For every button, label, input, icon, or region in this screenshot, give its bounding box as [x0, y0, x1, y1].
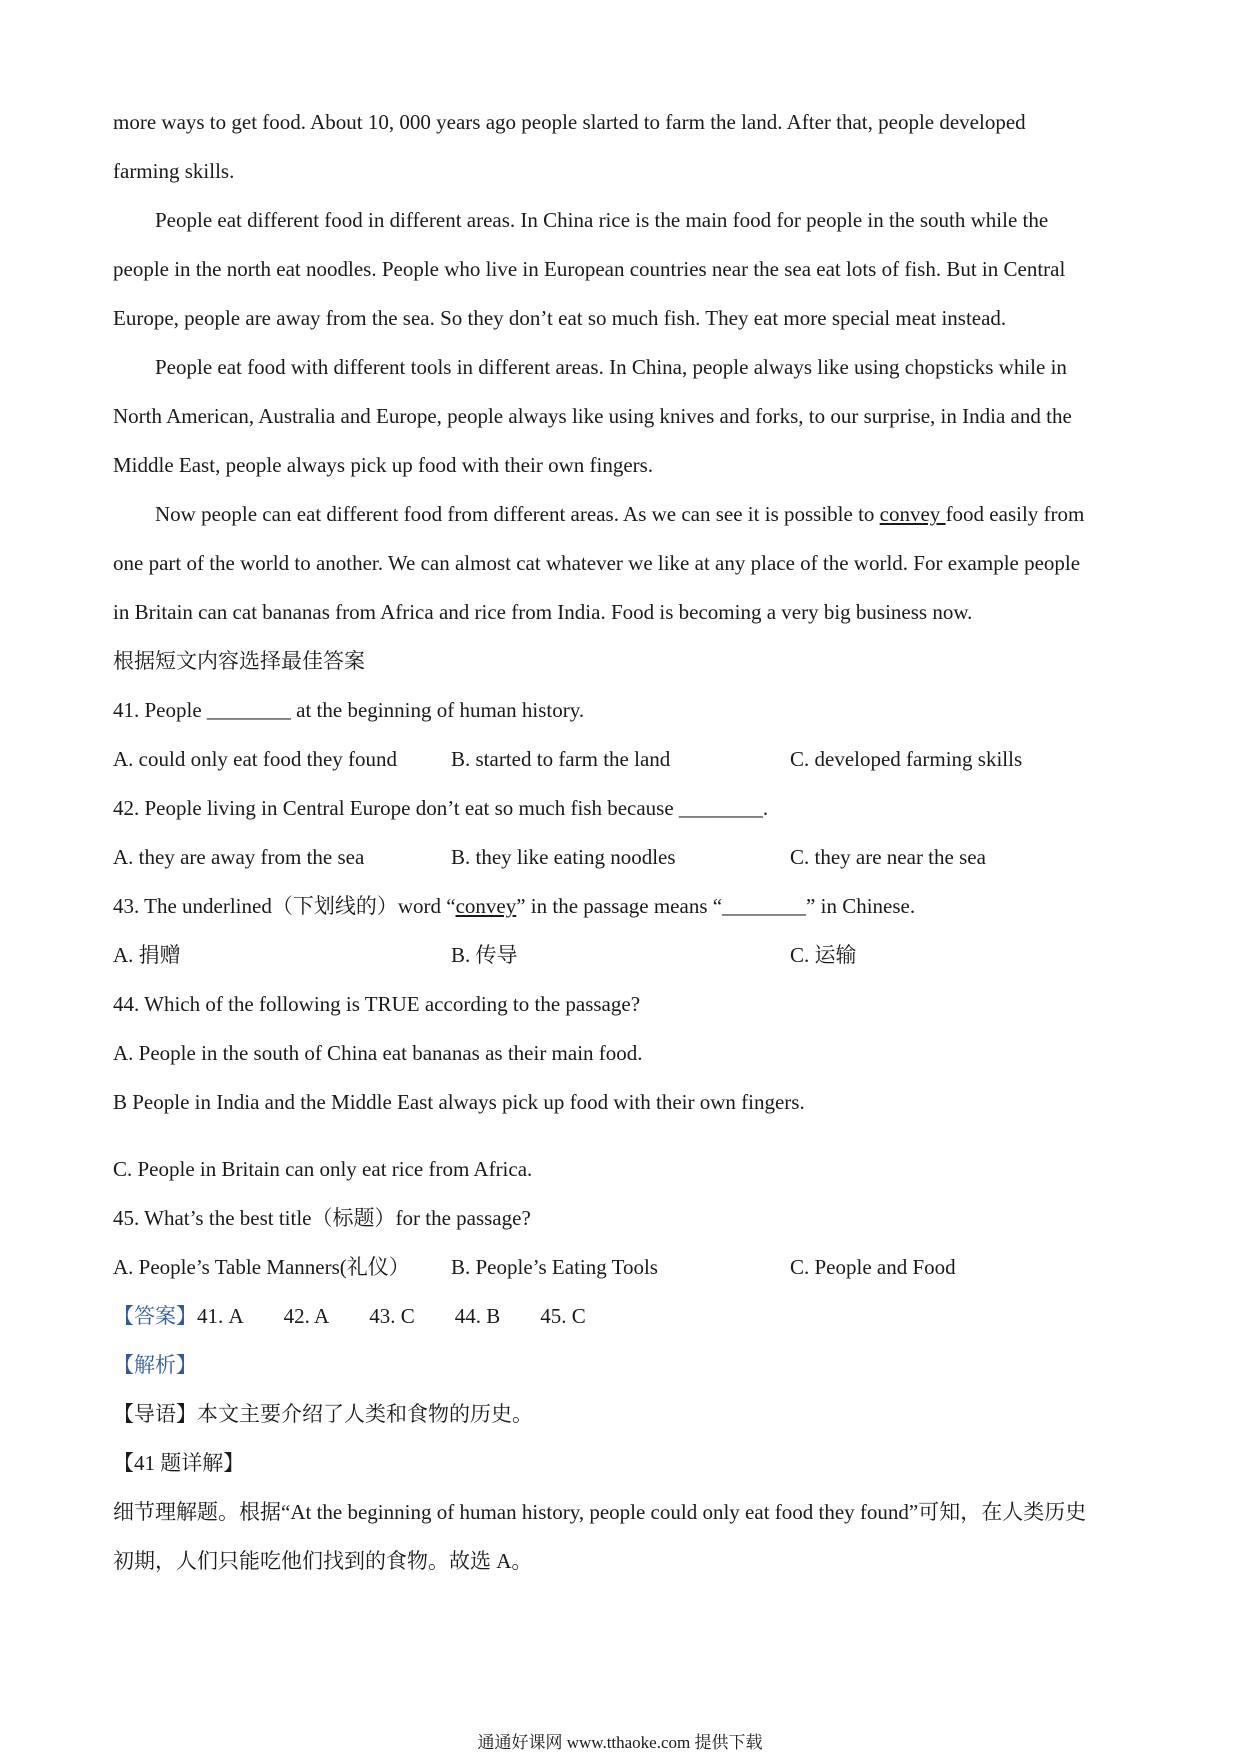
option-c: C. People in Britain can only eat rice from Africa.: [113, 1157, 533, 1181]
underlined-word: convey: [455, 894, 517, 918]
option-c: C. they are near the sea: [790, 845, 986, 869]
passage-line: one part of the world to another. We can almost cat whatever we like at any place of the world. For example people: [113, 551, 1081, 575]
option-a: A. People in the south of China eat bananas as their main food.: [113, 1041, 643, 1065]
options-43: [113, 931, 1133, 980]
question-stem-44: 44. Which of the following is TRUE according to the passage?: [113, 992, 641, 1016]
underlined-word: convey: [879, 502, 946, 526]
option-c: C. People and Food: [790, 1255, 956, 1279]
option-b: B. started to farm the land: [451, 747, 671, 771]
options-45: [113, 1243, 1133, 1292]
question-stem-43: [113, 882, 1133, 931]
passage-text: food easily from: [945, 502, 1085, 526]
answer-item: 45. C: [540, 1304, 586, 1328]
question-stem-41: 41. People ________ at the beginning of human history.: [113, 698, 585, 722]
passage-line: Middle East, people always pick up food with their own fingers.: [113, 453, 654, 477]
option-c: C. 运输: [790, 943, 857, 967]
option-c: C. developed farming skills: [790, 747, 1023, 771]
passage-line: more ways to get food. About 10, 000 years ago people slarted to farm the land. After that, people developed: [113, 110, 1026, 134]
option-a: A. People’s Table Manners(礼仪）: [113, 1255, 410, 1279]
option-b: B People in India and the Middle East always pick up food with their own fingers.: [113, 1090, 805, 1114]
option-a: A. 捐赠: [113, 943, 181, 967]
options-42: [113, 833, 1133, 882]
passage-line: [113, 490, 1133, 539]
passage-line: North American, Australia and Europe, people always like using knives and forks, to our surprise, in India and the: [113, 404, 1072, 428]
page-footer: 通通好课网 www.tthaoke.com 提供下载: [477, 1733, 763, 1752]
instruction: 根据短文内容选择最佳答案: [113, 649, 365, 673]
passage-line: farming skills.: [113, 159, 235, 183]
option-a: A. they are away from the sea: [113, 845, 365, 869]
option-b: B. 传导: [451, 943, 518, 967]
answer-label: 【答案】: [113, 1304, 197, 1328]
q41-analysis-text: 初期，人们只能吃他们找到的食物。故选 A。: [113, 1549, 533, 1573]
passage-line: people in the north eat noodles. People who live in European countries near the sea eat lots of fish. But in Central: [113, 257, 1066, 281]
passage-text: Now people can eat different food from different areas. As we can see it is possible to: [155, 502, 880, 526]
option-b: B. they like eating noodles: [451, 845, 676, 869]
passage-line: Europe, people are away from the sea. So they don’t eat so much fish. They eat more special meat instead.: [113, 306, 1007, 330]
options-41: [113, 735, 1133, 784]
answer-item: 43. C: [369, 1304, 415, 1328]
question-stem-45: 45. What’s the best title（标题）for the passage?: [113, 1206, 531, 1230]
document-page: [113, 98, 1133, 1586]
analysis-intro: 【导语】本文主要介绍了人类和食物的历史。: [113, 1402, 533, 1426]
stem-text: 43. The underlined（下划线的）word “: [113, 894, 456, 918]
option-a: A. could only eat food they found: [113, 747, 398, 771]
answer-item: 41. A: [197, 1304, 244, 1328]
analysis-label: 【解析】: [113, 1353, 197, 1377]
answer-item: 42. A: [283, 1304, 330, 1328]
passage-line: People eat different food in different areas. In China rice is the main food for people in the south while the: [155, 208, 1049, 232]
spacer: [113, 1127, 1133, 1145]
passage-line: in Britain can cat bananas from Africa and rice from India. Food is becoming a very big business now.: [113, 600, 973, 624]
q41-analysis-title: 【41 题详解】: [113, 1451, 245, 1475]
q41-analysis-text: 细节理解题。根据“At the beginning of human history, people could only eat food they found”可知，在人类历史: [113, 1500, 1087, 1524]
answer-item: 44. B: [454, 1304, 501, 1328]
stem-text: ” in the passage means “________” in Chinese.: [516, 894, 916, 918]
option-b: B. People’s Eating Tools: [451, 1255, 658, 1279]
passage-line: People eat food with different tools in different areas. In China, people always like using chopsticks while in: [155, 355, 1067, 379]
question-stem-42: 42. People living in Central Europe don’t eat so much fish because ________.: [113, 796, 769, 820]
answer-line: [113, 1292, 1133, 1341]
